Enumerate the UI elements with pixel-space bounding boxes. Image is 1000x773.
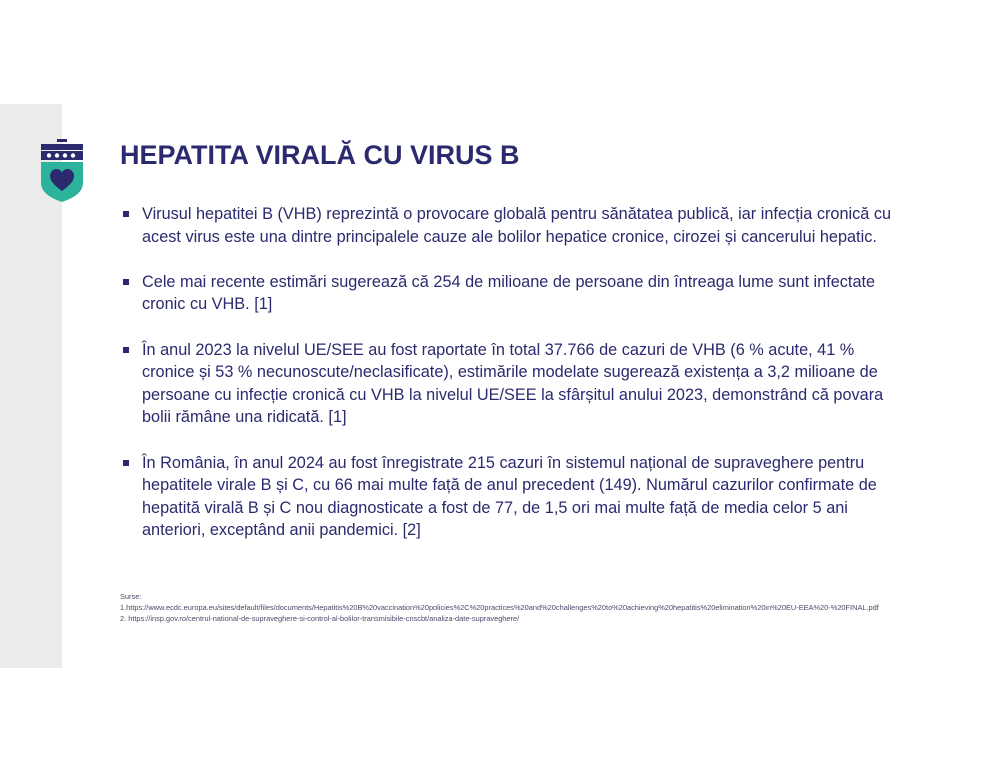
bullet-item: În anul 2023 la nivelul UE/SEE au fost raportate în total 37.766 de cazuri de VHB (6 % acute, 41 % cronice și 53 % necunoscute/neclasificate), estimările modelate sugerează existența a 3,2 milioane de persoane cu infecție cronică cu VHB la nivelul UE/SEE la sfârșitul anului 2023, demonstrând că povara bolii rămâne una ridicată. [1] xyxy=(120,339,910,429)
bullet-item: Cele mai recente estimări sugerează că 254 de milioane de persoane din întreaga lume sunt infectate cronic cu VHB. [1] xyxy=(120,271,910,316)
bullet-list xyxy=(120,203,910,565)
logo-svg xyxy=(38,139,86,203)
bullet-item: Virusul hepatitei B (VHB) reprezintă o provocare globală pentru sănătatea publică, iar infecția cronică cu acest virus este una dintre principalele cauze ale bolilor hepatice cronice, cirozei și cancerului hepatic. xyxy=(120,203,910,248)
sources-label: Surse: xyxy=(120,592,142,601)
shield-heart-icon xyxy=(38,139,86,203)
slide-title: HEPATITA VIRALĂ CU VIRUS B xyxy=(120,140,520,170)
page-number: 12 xyxy=(24,740,37,752)
source-link-2[interactable]: 2. https://insp.gov.ro/centrul-national-de-supraveghere-si-control-al-bolilor-transmisibile-cnscbt/analiza-date-supraveghere/ xyxy=(120,614,520,623)
bullet-item: În România, în anul 2024 au fost înregistrate 215 cazuri în sistemul național de supraveghere pentru hepatitele virale B și C, cu 66 mai multe față de anul precedent (149). Numărul cazurilor confirmate de hepatită virală B și C nou diagnosticate a fost de 77, de 1,5 ori mai multe față de media celor 5 ani anteriori, exceptând anii pandemici. [2] xyxy=(120,452,910,542)
sources-block xyxy=(120,591,920,624)
source-link-1[interactable]: 1.https://www.ecdc.europa.eu/sites/default/files/documents/Hepatitis%20B%20vaccination%20policies%2C%20practices%20and%20challenges%20to%20achieving%20hepatitis%20elimination%20in%20EU-EEA%20-%20FINAL.pdf xyxy=(120,603,879,612)
